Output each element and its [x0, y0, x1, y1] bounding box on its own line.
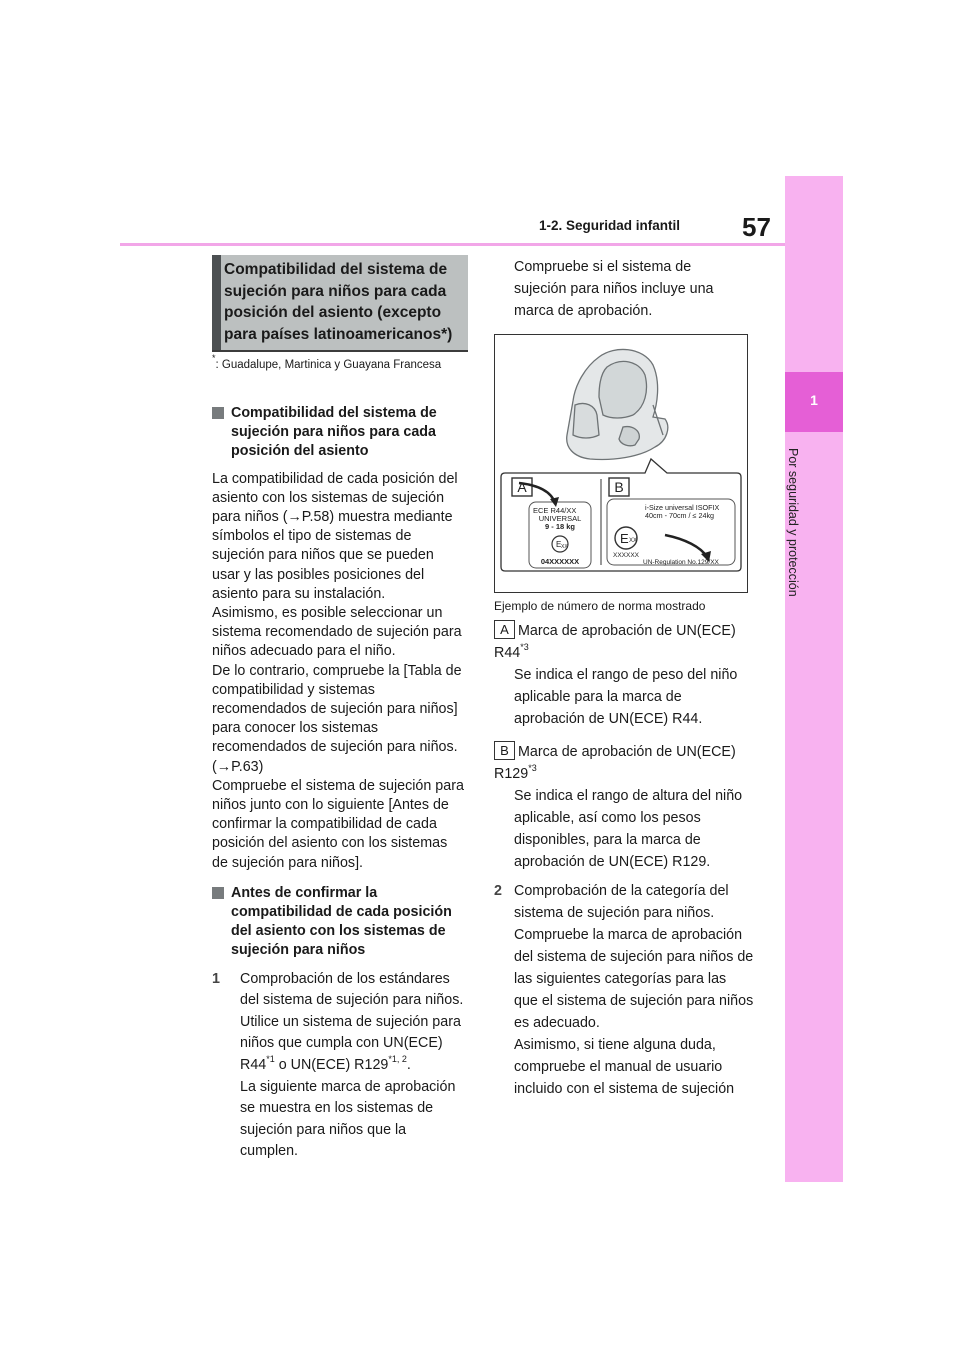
paragraph-3: [212, 662, 464, 777]
paragraph-2: Asimismo, es posible seleccionar un sistema recomendado de sujeción para niños adecuado para el niño.: [212, 605, 462, 660]
item-a-text: Se indica el rango de peso del niño aplicable para la marca de aprobación de UN(ECE) R44.: [514, 667, 738, 727]
bullet-square-icon: [212, 407, 224, 419]
figure-caption: Ejemplo de número de norma mostrado: [494, 599, 706, 613]
chapter-label: [772, 448, 816, 648]
step-1-text-a: Utilice un sistema de sujeción para niños que cumpla con UN(ECE) R44: [240, 1013, 461, 1074]
arrow-right-icon: →: [287, 509, 302, 526]
item-a-title: Marca de aprobación de UN(ECE) R44: [494, 623, 736, 661]
item-b-title: Marca de aprobación de UN(ECE) R129: [494, 744, 736, 782]
step-2-text: Compruebe la marca de aprobación del sistema de sujeción para niños de las siguientes categorías para las que el sistema de sujeción para niños es adecuado.: [514, 927, 754, 1031]
e-mark: E: [556, 540, 562, 549]
page-number: 57: [742, 212, 771, 242]
e-mark-sub: XX: [561, 544, 568, 550]
item-b: [494, 741, 754, 873]
e-mark: E: [620, 531, 629, 546]
step-1-text-b: o UN(ECE) R129: [274, 1057, 389, 1074]
footnote-ref: *3: [528, 763, 537, 773]
r129-code: XXXXXX: [613, 552, 640, 559]
step-1-standards: [240, 1012, 464, 1077]
intro-text: Compruebe si el sistema de sujeción para niños incluye una marca de aprobación.: [514, 259, 714, 319]
paragraph-1: [212, 470, 464, 604]
step-2-content: [509, 880, 754, 1100]
step-2-number: 2: [494, 883, 502, 899]
child-seat-illustration: [567, 349, 668, 459]
footnote-text: : Guadalupe, Martinica y Guayana Francesa: [215, 359, 442, 371]
item-b-text: Se indica el rango de altura del niño aplicable, así como los pesos disponibles, para la marca de aprobación de UN(ECE) R129.: [514, 788, 743, 870]
step-1-number: 1: [212, 970, 220, 987]
step-1-title: Comprobación de los estándares del sistema de sujeción para niños.: [240, 970, 464, 1009]
page-reference-link[interactable]: P.63: [231, 758, 259, 775]
step-2: [494, 880, 754, 1100]
r44-line-3: 9 - 18 kg: [544, 522, 576, 531]
paragraph-3-text: De lo contrario, compruebe la [Tabla de compatibilidad y sistemas recomendados de sujeción para niños] para conocer los sistemas recomendados de sujeción para niños. (: [212, 662, 462, 775]
footnote-ref: *1, 2: [388, 1054, 407, 1065]
r44-line-1: ECE R44/XX: [533, 506, 577, 515]
r44-code: 04XXXXXX: [540, 557, 580, 566]
bullet-square-icon: [212, 887, 224, 899]
paragraph-1-text-end: ) muestra mediante símbolos el tipo de sistemas de sujeción para niños que se pueden usar y las posibles posiciones del asiento para su instalación.: [212, 509, 453, 602]
paragraph-1-text: La compatibilidad de cada posición del asiento con los sistemas de sujeción para niños (: [212, 470, 458, 526]
approval-mark-illustration: [495, 335, 747, 592]
section-title: 1-2. Seguridad infantil: [539, 218, 681, 233]
chapter-side-tab: [785, 176, 843, 1182]
e-mark-sub: XX: [629, 538, 638, 544]
item-a-letter: A: [494, 620, 515, 639]
r129-line-1: i-Size universal ISOFIX: [645, 503, 720, 512]
r129-regulation: UN-Regulation No.129/XX: [643, 559, 719, 566]
footnote-ref: *3: [520, 642, 529, 652]
left-body: [212, 404, 464, 1163]
header-rule: [120, 243, 785, 246]
chapter-label-text: Por seguridad y protección: [786, 448, 800, 597]
paragraph-3-text-end: ): [258, 758, 264, 775]
item-a: [494, 620, 754, 730]
approval-mark-figure: [494, 334, 748, 593]
footnote-mark: *: [212, 353, 216, 363]
r44-line-2: UNIVERSAL: [538, 514, 582, 523]
step-1-note: La siguiente marca de aprobación se muestra en los sistemas de sujeción para niños que la cumplen.: [240, 1078, 456, 1160]
heading-footnote: [212, 353, 462, 374]
chapter-number: 1: [810, 392, 818, 408]
r129-approval-label: [607, 499, 735, 566]
paragraph-4: Compruebe el sistema de sujeción para niños junto con lo siguiente [Antes de confirmar la compatibilidad de cada posición del asiento con los sistemas de sujeción para niños].: [212, 777, 464, 871]
step-1-content: [227, 969, 464, 1163]
item-a-title-row: [494, 620, 754, 664]
label-b: B: [614, 479, 624, 495]
step-2-title: Comprobación de la categoría del sistema de sujeción para niños.: [514, 883, 729, 921]
item-b-title-row: [494, 741, 754, 785]
section-heading-bar: [212, 255, 221, 350]
arrow-right-icon: →: [216, 758, 232, 775]
subheading-before-confirming-text: Antes de confirmar la compatibilidad de cada posición del asiento con los sistemas de sujeción para niños: [231, 884, 452, 959]
item-b-letter: B: [494, 741, 515, 760]
r129-line-2: 40cm - 70cm / ≤ 24kg: [645, 511, 715, 520]
step-1-text-c: .: [406, 1057, 411, 1074]
section-heading: Compatibilidad del sistema de sujeción para niños para cada posición del asiento (excepto para países latinoamericanos*): [224, 261, 453, 343]
step-2-text-2: Asimismo, si tiene alguna duda, compruebe el manual de usuario incluido con el sistema de sujeción: [514, 1037, 735, 1097]
section-heading-rule: [212, 350, 468, 352]
label-a: A: [517, 479, 527, 495]
page-reference-link[interactable]: P.58: [301, 509, 330, 526]
subheading-before-confirming: [212, 884, 464, 961]
subheading-compatibility: [212, 404, 464, 462]
footnote-ref: *1: [266, 1054, 275, 1065]
step-1: [212, 969, 464, 1163]
subheading-compatibility-text: Compatibilidad del sistema de sujeción para niños para cada posición del asiento: [231, 405, 437, 460]
